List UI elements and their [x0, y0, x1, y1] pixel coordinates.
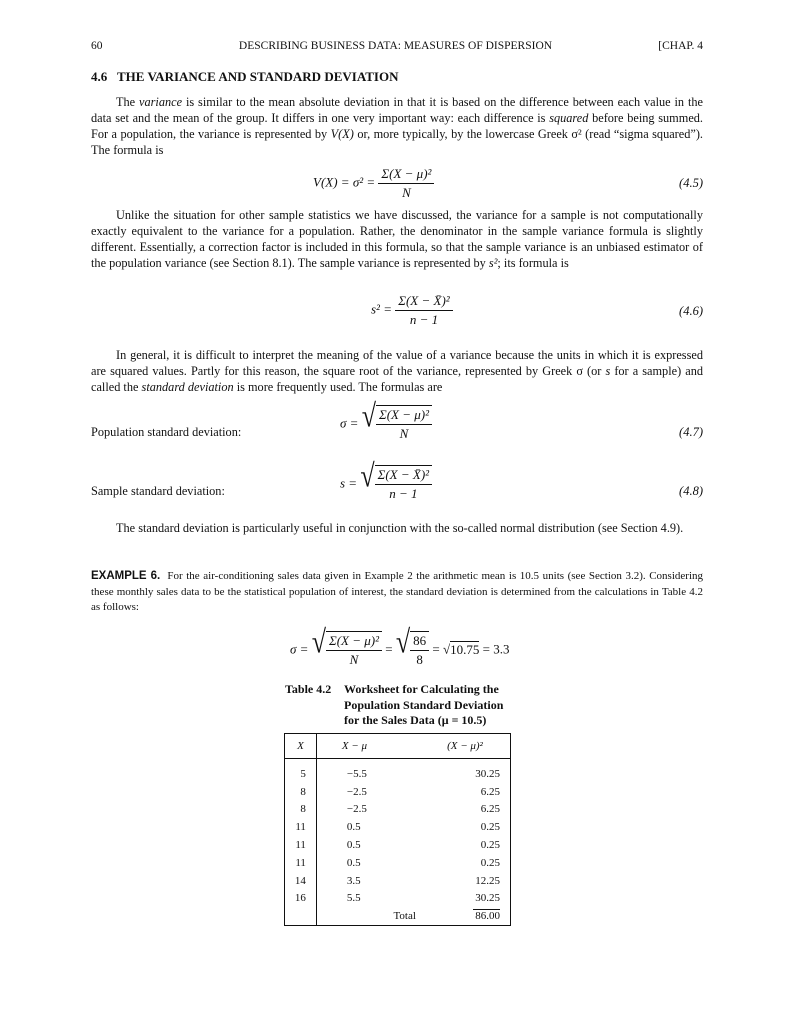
square-root — [360, 457, 432, 502]
denominator: N — [399, 426, 409, 441]
eq-lhs: V(X) = σ² = — [313, 174, 376, 190]
worksheet-table — [284, 733, 511, 926]
equation-number: (4.5) — [679, 176, 703, 190]
paragraph-standard-deviation — [91, 348, 703, 396]
denominator: N — [402, 185, 411, 200]
numerator: Σ(X − X̄)² — [375, 467, 432, 485]
text: for a sample) and called the — [91, 363, 703, 394]
numerator: Σ(X − μ)² — [378, 166, 434, 184]
table-row — [285, 818, 511, 836]
text: Unlike the situation for other sample statistics we have discussed, the variance for a sample is not computationally exactly equivalent to the variance for a population. Rather, the denominator in the sample variance formula is slightly different. Essentially, a correction factor is included in this formula, so that the sample variance is an unbiased estimator of the population variance (see Section 8.1). The sample variance is represented by — [91, 208, 703, 270]
caption-line: Worksheet for Calculating the — [344, 682, 499, 696]
radical-sign: √ — [311, 623, 326, 661]
numerator: Σ(X − μ)² — [376, 407, 432, 425]
cell-squared-deviation: 30.25 — [475, 767, 500, 780]
text: ; its formula is — [497, 255, 569, 270]
caption-sample-sd: Sample standard deviation: — [91, 484, 225, 498]
text: In general, it is difficult to interpret the meaning of the value of a variance because the units in which it is expressed are squared values. Partly for this reason, the square root of the variance, represented by Greek σ (or — [91, 348, 703, 378]
section-heading — [91, 69, 398, 85]
radical-sign: √ — [395, 623, 411, 661]
table-row — [285, 801, 511, 819]
cell-x: 8 — [285, 801, 317, 819]
cell-x: 16 — [285, 890, 317, 908]
example-label: EXAMPLE 6. — [91, 570, 161, 582]
equation-number: (4.6) — [679, 304, 703, 318]
total-label: Total — [393, 910, 416, 923]
table-body — [285, 759, 511, 926]
cell-x: 8 — [285, 783, 317, 801]
example-text: For the air-conditioning sales data given in Example 2 the arithmetic mean is 10.5 units (see Section 3.2). Considering these monthly sales data to be the statistical population of interest, the standard deviation is determined from the calculations in Table 4.2 as follows: — [91, 570, 704, 613]
example-6 — [91, 569, 703, 616]
cell-deviation: 3.5 — [346, 874, 361, 887]
term-squared: squared — [549, 110, 589, 125]
blank-cell — [285, 907, 317, 925]
table-row — [285, 872, 511, 890]
table-row — [285, 759, 511, 783]
cell-squared-deviation: 0.25 — [480, 839, 500, 852]
term-variance: variance — [139, 95, 183, 109]
denominator: N — [349, 652, 359, 667]
chapter-label: [CHAP. 4 — [658, 40, 703, 52]
equation-4-8 — [340, 457, 432, 502]
cell-x: 5 — [285, 759, 317, 783]
cell-squared-deviation: 30.25 — [475, 892, 500, 905]
paragraph-sample-variance — [91, 208, 703, 272]
symbol-s2: s² — [488, 255, 498, 270]
page-number: 60 — [91, 40, 103, 52]
cell-squared-deviation: 0.25 — [480, 821, 500, 834]
equation-number: (4.8) — [679, 484, 703, 498]
cell-deviation: 5.5 — [346, 892, 361, 905]
numerator: 86 — [410, 633, 429, 651]
radicand: 10.75 — [450, 641, 480, 657]
cell-x: 11 — [285, 836, 317, 854]
fraction — [395, 293, 452, 328]
eq-lhs: σ = — [290, 641, 309, 657]
fraction — [410, 633, 429, 668]
column-header-x: X — [285, 734, 317, 759]
denominator: 8 — [416, 652, 423, 667]
square-root — [395, 623, 429, 668]
denominator: n − 1 — [389, 486, 418, 501]
cell-deviation: −5.5 — [346, 767, 367, 780]
example-equation: σ = √ $\frac{\text{Σ(X − μ)²}}{N}$ = √ $\frac{86}{8}$ = √10.75 = 3.3 — [290, 631, 509, 668]
symbol-vx: V(X) — [330, 126, 354, 141]
total-cell — [420, 907, 511, 925]
equation-4-6 — [371, 293, 453, 328]
text: is more frequently used. The formulas are — [233, 379, 443, 394]
table-row — [285, 890, 511, 908]
equation-number: (4.7) — [679, 425, 703, 439]
table-number: Table 4.2 — [285, 682, 332, 696]
text: The — [116, 95, 140, 109]
cell-x: 11 — [285, 818, 317, 836]
table-row — [285, 783, 511, 801]
numerator: Σ(X − μ)² — [326, 633, 382, 651]
text: is similar to the mean absolute deviation in that it is based on the difference between each value in the data set and the mean of the group. It differs in one very important way: each difference is — [91, 95, 704, 125]
eq-lhs: σ = — [340, 415, 359, 431]
section-number: 4.6 — [91, 69, 108, 84]
table-caption — [344, 682, 503, 729]
cell-squared-deviation: 0.25 — [480, 856, 500, 869]
cell-deviation: −2.5 — [346, 785, 367, 798]
square-root — [311, 623, 382, 668]
equals-sign: = — [432, 641, 440, 657]
table-row — [285, 836, 511, 854]
fraction — [376, 407, 432, 442]
radical-sign: √ — [361, 397, 376, 435]
eq-lhs: s = — [340, 475, 358, 491]
symbol-s: s — [605, 363, 611, 378]
table-row — [285, 854, 511, 872]
section-title: THE VARIANCE AND STANDARD DEVIATION — [117, 69, 399, 84]
text: or, more typically, by the lowercase Greek σ² (read “sigma squared”). The formula is — [91, 126, 704, 157]
paragraph-variance-intro — [91, 95, 703, 159]
square-root — [361, 397, 432, 442]
term-standard-deviation: standard deviation — [141, 379, 234, 394]
eq-lhs: s² = — [371, 301, 392, 317]
equation-4-7 — [340, 397, 432, 442]
running-title: DESCRIBING BUSINESS DATA: MEASURES OF DISPERSION — [238, 40, 553, 52]
text: before being summed. For a population, the variance is represented by — [91, 110, 703, 141]
cell-deviation: 0.5 — [346, 821, 361, 834]
equals-sign: = — [385, 641, 393, 657]
equation-4-5 — [313, 166, 434, 201]
cell-deviation: 0.5 — [346, 856, 361, 869]
cell-squared-deviation: 6.25 — [480, 803, 500, 816]
caption-population-sd: Population standard deviation: — [91, 425, 242, 439]
result: = 3.3 — [482, 641, 510, 657]
caption-line: for the Sales Data (μ = 10.5) — [344, 713, 487, 727]
column-header-squared-deviation: (X − μ)² — [420, 734, 511, 759]
total-value: 86.00 — [475, 910, 500, 923]
caption-line: Population Standard Deviation — [344, 697, 504, 712]
fraction — [378, 166, 434, 201]
cell-deviation: 0.5 — [346, 839, 361, 852]
cell-x: 11 — [285, 854, 317, 872]
cell-squared-deviation: 6.25 — [480, 785, 500, 798]
cell-squared-deviation: 12.25 — [475, 874, 500, 887]
fraction — [375, 467, 432, 502]
cell-x: 14 — [285, 872, 317, 890]
table-total-row — [285, 907, 511, 925]
denominator: n − 1 — [409, 312, 439, 327]
numerator: Σ(X − X̄)² — [395, 293, 452, 311]
column-header-deviation: X − μ — [316, 734, 420, 759]
cell-deviation: −2.5 — [346, 803, 367, 816]
fraction — [326, 633, 382, 668]
radical-sign: √ — [360, 457, 375, 495]
paragraph-normal-distribution: The standard deviation is particularly useful in conjunction with the so-called normal distribution (see Section 4.9). — [116, 521, 684, 535]
